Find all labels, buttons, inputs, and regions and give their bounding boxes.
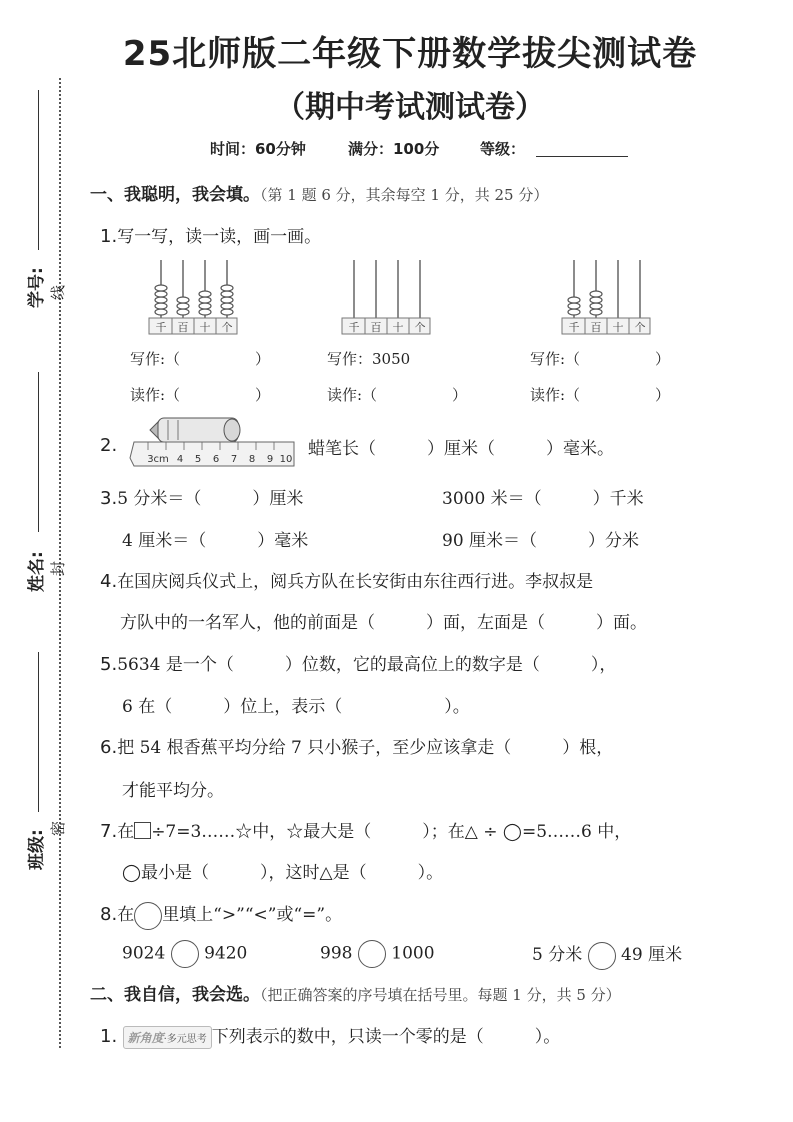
- abacus-c-label-4: 个: [634, 321, 646, 334]
- q2-text[interactable]: 蜡笔长（ ）厘米（ ）毫米。: [308, 439, 614, 459]
- abacus-c-label-2: 百: [590, 321, 602, 334]
- question-1-3: [100, 484, 303, 509]
- exam-grade-label: 等级：: [480, 140, 526, 158]
- compare-circle-2[interactable]: [358, 940, 386, 968]
- class-label: 班级:: [27, 829, 47, 870]
- q4-line-2[interactable]: 方队中的一名军人，他的前面是（ ）面，左面是（ ）面。: [120, 613, 647, 633]
- q6-line-2: 才能平均分。: [122, 781, 224, 801]
- q7-mid[interactable]: ÷7=3……☆中，☆最大是（ ）；在△ ÷ ◯=5……6 中，: [151, 822, 632, 842]
- q8-c3-right: 49 厘米: [621, 945, 683, 965]
- q5-line-1[interactable]: 5634 是一个（ ）位数，它的最高位上的数字是（ ），: [117, 655, 617, 675]
- abacus-c-label-3: 十: [612, 321, 624, 334]
- abacus-b-label-2: 百: [370, 321, 382, 334]
- question-number: 2.: [100, 435, 118, 456]
- crayon-ruler-figure: [128, 414, 300, 470]
- section-1-heading: [90, 180, 548, 205]
- ruler-tick-7: 7: [230, 454, 238, 465]
- q8-c2-right: 1000: [391, 943, 435, 964]
- student-id-label: 学号:: [27, 267, 47, 308]
- q5-line-2[interactable]: 6 在（ ）位上，表示（ ）。: [122, 697, 470, 717]
- seal-seal-char: 封: [49, 560, 68, 577]
- crayon-icon: [150, 418, 240, 442]
- new-angle-badge: [123, 1026, 212, 1049]
- q3-a[interactable]: 5 分米＝（ ）厘米: [117, 489, 304, 509]
- question-1-6: [100, 733, 613, 758]
- ruler-tick-9: 9: [266, 454, 274, 465]
- grade-blank[interactable]: [536, 156, 628, 157]
- question-1-5: [100, 650, 616, 675]
- q7-line-2[interactable]: ◯最小是（ ），这时△是（ ）。: [122, 863, 444, 883]
- seal-secret-char: 密: [49, 820, 68, 837]
- badge-brand: 新角度: [127, 1031, 164, 1045]
- question-number: 5.: [100, 654, 118, 675]
- ruler-tick-10: 10: [279, 454, 293, 465]
- q8-pre: 在: [117, 905, 135, 925]
- abacus-c: [558, 256, 653, 336]
- question-1-1: [100, 222, 321, 247]
- page-title: 25北师版二年级下册数学拔尖测试卷: [122, 34, 698, 74]
- abacus-a: [145, 256, 240, 336]
- name-label: 姓名:: [27, 551, 47, 592]
- q8-compare-3: [532, 940, 682, 970]
- q8-c3-left: 5 分米: [532, 945, 583, 965]
- section-1-note: （第 1 题 6 分，其余每空 1 分，共 25 分）: [260, 186, 549, 204]
- abacus-b-label-1: 千: [348, 321, 360, 334]
- question-number: 1.: [100, 1026, 118, 1047]
- q2-1-text[interactable]: 下列表示的数中，只读一个零的是（ ）。: [211, 1027, 561, 1047]
- compare-circle-1[interactable]: [171, 940, 199, 968]
- abacus-a-label-2: 百: [177, 321, 189, 334]
- q3-b[interactable]: 3000 米＝（ ）千米: [442, 489, 644, 509]
- question-number: 4.: [100, 571, 118, 592]
- ruler-tick-4: 4: [176, 454, 184, 465]
- section-2-title: 二、我自信，我会选。: [90, 985, 260, 1005]
- question-1-8: [100, 900, 342, 930]
- q1-read-b[interactable]: 读作:（ ）: [327, 386, 468, 404]
- question-1-2: [100, 435, 117, 456]
- ruler-tick-6: 6: [212, 454, 220, 465]
- q3-c[interactable]: 4 厘米＝（ ）毫米: [122, 531, 309, 551]
- q1-read-a[interactable]: 读作:（ ）: [130, 386, 271, 404]
- circle-blank-icon: [134, 902, 162, 930]
- seal-line-char: 线: [49, 284, 68, 301]
- page-subtitle: （期中考试测试卷）: [275, 90, 545, 125]
- question-number: 1.: [100, 226, 118, 247]
- section-2-note: （把正确答案的序号填在括号里。每题 1 分，共 5 分）: [260, 986, 621, 1004]
- abacus-a-label-4: 个: [221, 321, 233, 334]
- q8-c1-left: 9024: [122, 943, 166, 964]
- q1-write-a[interactable]: 写作:（ ）: [130, 350, 271, 368]
- q1-write-b: 写作：3050: [327, 350, 411, 368]
- q8-c2-left: 998: [320, 943, 353, 964]
- ruler-tick-3: 3cm: [147, 454, 169, 465]
- exam-full-score: 满分：100分: [348, 140, 440, 158]
- ruler-tick-8: 8: [248, 454, 256, 465]
- question-2-1: [100, 1022, 560, 1049]
- q8-post: 里填上“>”“<”或“=”。: [162, 905, 343, 925]
- q6-line-1[interactable]: 把 54 根香蕉平均分给 7 只小猴子，至少应该拿走（ ）根，: [117, 738, 614, 758]
- square-blank-icon[interactable]: [134, 822, 151, 839]
- q7-pre: 在: [117, 822, 135, 842]
- abacus-c-label-1: 千: [568, 321, 580, 334]
- abacus-b[interactable]: [338, 256, 433, 336]
- q1-write-c[interactable]: 写作:（ ）: [530, 350, 671, 368]
- section-1-title: 一、我聪明，我会填。: [90, 185, 260, 205]
- question-number: 8.: [100, 904, 118, 925]
- q1-read-c[interactable]: 读作:（ ）: [530, 386, 671, 404]
- exam-time: 时间：60分钟: [210, 140, 306, 158]
- question-number: 6.: [100, 737, 118, 758]
- student-id-underline: [38, 90, 39, 250]
- q8-c1-right: 9420: [204, 943, 248, 964]
- question-1-7: [100, 817, 631, 842]
- section-2-heading: [90, 980, 621, 1005]
- abacus-b-label-3: 十: [392, 321, 404, 334]
- compare-circle-3[interactable]: [588, 942, 616, 970]
- abacus-b-label-4: 个: [414, 321, 426, 334]
- abacus-a-label-3: 十: [199, 321, 211, 334]
- q8-compare-2: [320, 940, 435, 968]
- question-1-4: [100, 567, 593, 592]
- ruler-tick-5: 5: [194, 454, 202, 465]
- q8-compare-1: [122, 940, 247, 968]
- abacus-a-label-1: 千: [155, 321, 167, 334]
- question-text: 写一写，读一读，画一画。: [117, 227, 322, 247]
- name-underline: [38, 372, 39, 532]
- question-number: 7.: [100, 821, 118, 842]
- q4-line-1: 在国庆阅兵仪式上，阅兵方队在长安街由东往西行进。李叔叔是: [117, 572, 594, 592]
- question-number: 3.: [100, 488, 118, 509]
- badge-text: ·多元思考: [163, 1034, 207, 1045]
- class-underline: [38, 652, 39, 812]
- q3-d[interactable]: 90 厘米＝（ ）分米: [442, 531, 640, 551]
